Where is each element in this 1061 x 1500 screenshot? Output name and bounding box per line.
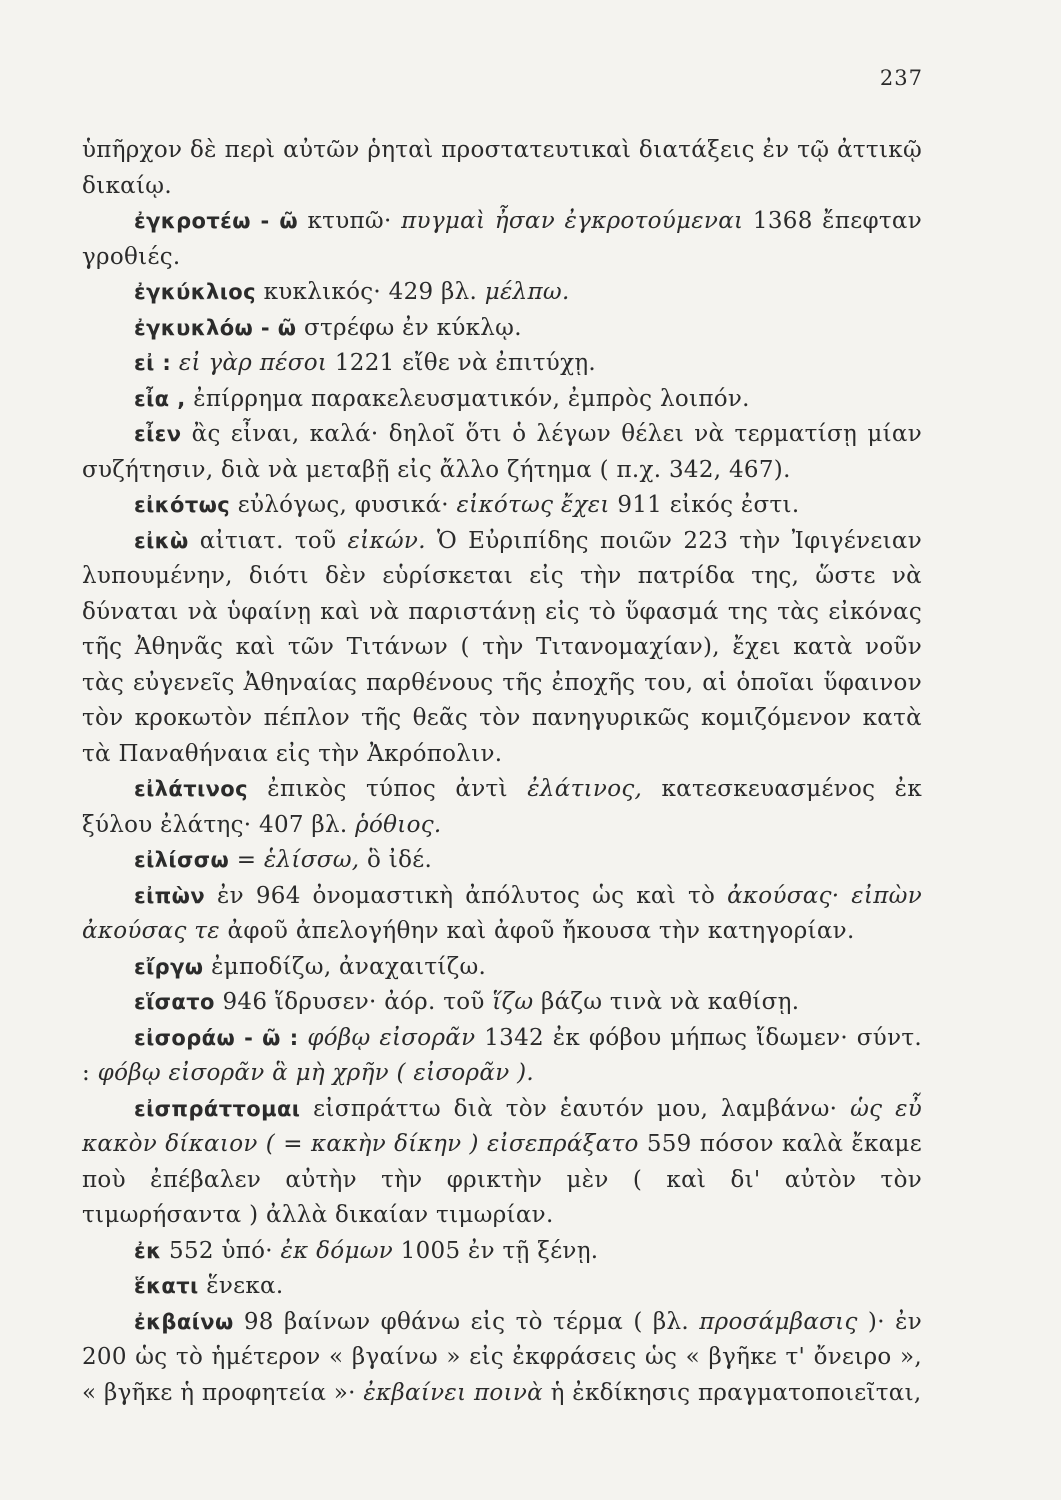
- dictionary-entry: [82, 1092, 922, 1234]
- headword: ἐγκυκλόω - ῶ: [134, 315, 297, 340]
- entry-text: Ὁ Εὐριπίδης ποιῶν 223 τὴν Ἰφιγένειαν λυπουμένην, διότι δὲν εὑρίσκεται εἰς τὴν πατρίδα της, ὥστε νὰ δύναται νὰ ὑφαίνῃ καὶ νὰ παριστάνῃ εἰς τὸ ὕφασμά της τὰς εἰκόνας τῆς Ἀθηνᾶς καὶ τῶν Τιτάνων ( τὴν Τιτανομαχίαν), ἔχει κατὰ νοῦν τὰς εὐγενεῖς Ἀθηναίας παρθένους τῆς ἐποχῆς του, αἱ ὁποῖαι ὕφαινον τὸν κροκωτὸν πέπλον τῆς θεᾶς τὸν πανηγυρικῶς κομιζόμενον κατὰ τὰ Παναθήναια εἰς τὴν Ἀκρόπολιν.: [82, 527, 922, 767]
- entry-text: 552 ὑπό·: [161, 1237, 281, 1264]
- entry-text: ἐμποδίζω, ἀναχαιτίζω.: [203, 953, 487, 980]
- headword: ἐγκροτέω - ῶ: [134, 209, 298, 233]
- entry-text: 1005 ἐν τῇ ξένῃ.: [393, 1237, 599, 1264]
- entry-text: 98 βαίνων φθάνω εἰς τὸ τέρμα ( βλ.: [233, 1308, 700, 1335]
- entry-text: βάζω τινὰ νὰ καθίσῃ.: [533, 989, 800, 1015]
- dictionary-entry: [82, 1269, 922, 1305]
- dictionary-entry: [82, 985, 922, 1021]
- dictionary-entry: [82, 382, 922, 418]
- entry-text: ἕνεκα.: [198, 1273, 284, 1299]
- continuation-paragraph: [82, 133, 922, 204]
- entry-text: ἂς εἶναι, καλά· δηλοῖ ὅτι ὁ λέγων θέλει νὰ τερματίσῃ μίαν συζήτησιν, διὰ νὰ μεταβῇ εἰς ἄλλο ζήτημα ( π.χ. 342, 467).: [82, 421, 922, 483]
- italic-quote: ὡς εὖ κακὸν δίκαιον ( = κακὴν δίκην ) εἰσεπράξατο: [82, 1095, 922, 1157]
- dictionary-entry: [82, 1234, 922, 1270]
- headword: εἶεν: [134, 422, 182, 446]
- headword: εἰπὼν: [134, 883, 206, 908]
- entry-text: 911 εἰκός ἐστι.: [609, 492, 800, 518]
- italic-quote: εἰ γὰρ πέσοι: [178, 350, 328, 376]
- italic-quote: ῥόθιος.: [355, 811, 442, 838]
- entry-text: ἐπικὸς τύπος ἀντὶ: [247, 776, 528, 802]
- page-number: 237: [879, 66, 923, 90]
- dictionary-entry: [82, 204, 922, 275]
- dictionary-entry: [82, 488, 922, 524]
- entry-text: κτυπῶ·: [297, 208, 402, 234]
- entry-text: αἰτιατ. τοῦ: [188, 527, 348, 554]
- headword: εἰκὼ: [134, 528, 189, 553]
- entry-text: [299, 1025, 308, 1051]
- headword: εἴργω: [134, 954, 204, 979]
- italic-quote: μέλπω.: [484, 279, 570, 305]
- headword: ἐγκύκλιος: [134, 280, 256, 304]
- dictionary-entry: [82, 346, 922, 382]
- headword: εἰκότως: [134, 493, 231, 517]
- entry-text: κυκλικός· 429 βλ.: [255, 279, 485, 305]
- dictionary-entry: [82, 1305, 922, 1412]
- italic-quote: ἵζω: [492, 989, 534, 1015]
- italic-quote: ἐκ δόμων: [280, 1237, 394, 1264]
- headword: εἵσατο: [134, 990, 215, 1014]
- entry-text: ὑπῆρχον δὲ περὶ αὐτῶν ῥηταὶ προστατευτικαὶ διατάξεις ἐν τῷ ἀττικῷ δικαίῳ.: [82, 137, 922, 199]
- italic-quote: εἰκότως ἔχει: [456, 492, 610, 518]
- headword: ἕκατι: [134, 1274, 199, 1298]
- entry-text: ἐπίρρημα παρακελευσματικόν, ἐμπρὸς λοιπόν.: [185, 385, 750, 412]
- entry-text: 1221 εἴθε νὰ ἐπιτύχῃ.: [327, 350, 597, 376]
- dictionary-entry: [82, 311, 922, 347]
- dictionary-entry: [82, 417, 922, 488]
- italic-quote: εἰκών.: [347, 527, 426, 554]
- italic-quote: ἀκούσας· εἰπὼν ἀκούσας τε: [82, 882, 923, 944]
- italic-quote: ἐλάτινος,: [527, 776, 643, 802]
- entry-text: 559 πόσον καλὰ ἔκαμε ποὺ ἐπέβαλεν αὐτὴν τὴν φρικτὴν μὲν ( καὶ δι' αὐτὸν τὸν τιμωρήσαντα ) ἀλλὰ δικαίαν τιμωρίαν.: [82, 1131, 922, 1228]
- entry-text: εἰσπράττω διὰ τὸν ἑαυτόν μου, λαμβάνω·: [300, 1095, 851, 1122]
- italic-quote: πυγμαὶ ἦσαν ἐγκροτούμεναι: [401, 208, 744, 234]
- dictionary-entry: [82, 524, 922, 773]
- entry-text: στρέφω ἐν κύκλῳ.: [296, 314, 522, 341]
- entry-text: ἐν 964 ὀνομαστικὴ ἀπόλυτος ὡς καὶ τὸ: [205, 882, 728, 909]
- lexicon-text: [82, 133, 922, 1411]
- headword: εἰσπράττομαι: [134, 1096, 301, 1121]
- entry-text: ἡ ἐκδίκησις πραγματοποιεῖται,: [543, 1379, 922, 1406]
- headword: ἐκβαίνω: [134, 1309, 234, 1334]
- entry-text: [171, 350, 179, 376]
- entry-text: =: [229, 847, 264, 873]
- italic-quote: φόβῳ εἰσορᾶν: [307, 1024, 476, 1051]
- italic-quote: φόβῳ εἰσορᾶν ἃ μὴ χρῆν ( εἰσορᾶν ).: [97, 1060, 534, 1086]
- headword: εἶα ,: [134, 386, 186, 411]
- headword: εἰλίσσω: [134, 848, 230, 872]
- dictionary-entry: [82, 879, 922, 950]
- entry-text: εὐλόγως, φυσικά·: [230, 492, 457, 518]
- dictionary-entry: [82, 950, 922, 986]
- headword: εἰλάτινος: [134, 777, 248, 801]
- headword: ἐκ: [134, 1238, 162, 1263]
- headword: εἰσοράω - ῶ :: [134, 1025, 299, 1050]
- dictionary-entry: [82, 1021, 922, 1092]
- entry-text: ὃ ἰδέ.: [359, 847, 433, 873]
- entry-text: 1368 ἔπεφταν γροθιές.: [82, 208, 922, 270]
- headword: εἰ :: [134, 351, 172, 375]
- dictionary-entry: [82, 843, 922, 879]
- entry-text: ἀφοῦ ἀπελογήθην καὶ ἀφοῦ ἤκουσα τὴν κατηγορίαν.: [219, 918, 855, 944]
- entry-text: κατεσκευασμένος ἐκ ξύλου ἐλάτης· 407 βλ.: [82, 776, 922, 838]
- dictionary-entry: [82, 772, 922, 843]
- entry-text: 1342 ἐκ φόβου μήπως ἴδωμεν· σύντ. :: [82, 1024, 923, 1086]
- italic-quote: προσάμβασις: [699, 1308, 858, 1335]
- entry-text: 946 ἵδρυσεν· ἀόρ. τοῦ: [214, 989, 493, 1015]
- italic-quote: ἑλίσσω,: [263, 847, 360, 873]
- entry-text: )· ἐν 200 ὡς τὸ ἡμέτερον « βγαίνω » εἰς ἐκφράσεις ὡς « βγῆκε τ' ὄνειρο », « βγῆκε ἡ προφητεία »·: [82, 1308, 922, 1406]
- italic-quote: ἐκβαίνει ποινὰ: [363, 1379, 543, 1406]
- dictionary-entry: [82, 275, 922, 311]
